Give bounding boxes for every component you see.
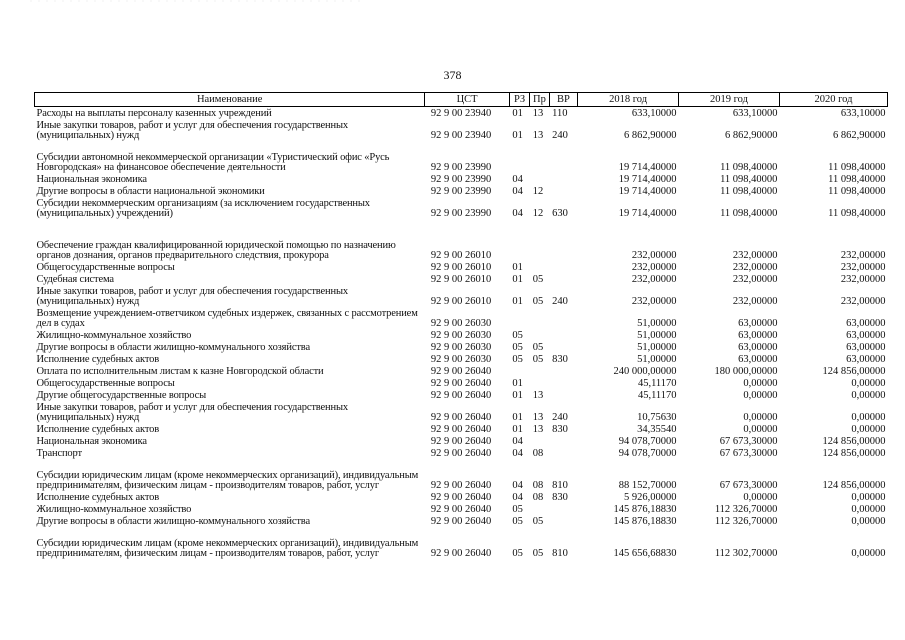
table-header (35, 93, 888, 107)
row-2018: 19 714,40000 (618, 186, 677, 197)
row-cst: 92 9 00 26040 (430, 390, 492, 401)
row-name: Другие вопросы в области жилищно-коммунального хозяйства (36, 342, 310, 353)
row-pr (530, 261, 549, 273)
row-2018: 232,00000 (631, 250, 677, 261)
row-name: Национальная экономика (36, 174, 147, 185)
row-pr: 05 (532, 342, 544, 353)
row-2019: 63,00000 (738, 342, 778, 353)
row-2020: 124 856,00000 (822, 366, 886, 377)
row-name: Расходы на выплаты персоналу казенных учреждений (36, 108, 272, 119)
header-vr: ВР (549, 93, 578, 107)
row-2020: 124 856,00000 (822, 436, 886, 447)
row-pr: 13 (532, 424, 544, 435)
row-2020: 11 098,40000 (828, 162, 886, 173)
row-2020: 0,00000 (851, 492, 886, 503)
row-rz: 04 (512, 186, 523, 197)
row-name: Национальная экономика (36, 436, 147, 447)
row-name: Оплата по исполнительным листам к казне Новгородской области (36, 366, 324, 377)
row-2018: 45,11170 (637, 378, 677, 389)
table-row (35, 377, 888, 389)
row-2018: 34,35540 (637, 424, 677, 435)
row-vr (549, 435, 578, 447)
row-2019: 232,00000 (732, 250, 778, 261)
table-row (35, 107, 888, 120)
row-cst: 92 9 00 26010 (430, 262, 492, 273)
row-rz: 05 (512, 548, 523, 559)
row-vr: 810 (552, 480, 568, 491)
row-vr (549, 377, 578, 389)
row-2020: 232,00000 (840, 296, 886, 307)
row-vr (549, 329, 578, 341)
row-pr: 05 (532, 274, 544, 285)
row-2020: 6 862,90000 (833, 130, 886, 141)
row-pr: 13 (532, 412, 544, 423)
row-2019: 11 098,40000 (720, 174, 778, 185)
row-2020: 0,00000 (851, 548, 886, 559)
row-2019: 112 302,70000 (714, 548, 778, 559)
table-row (35, 447, 888, 459)
row-name: Другие общегосударственные вопросы (36, 390, 207, 401)
row-2018: 145 876,18830 (613, 516, 677, 527)
row-2018: 145 876,18830 (613, 504, 677, 515)
row-2018: 19 714,40000 (618, 162, 677, 173)
row-2019: 0,00000 (743, 390, 778, 401)
row-rz: 01 (512, 412, 523, 423)
row-pr: 08 (532, 448, 544, 459)
row-vr: 630 (552, 208, 568, 219)
row-cst: 92 9 00 23990 (430, 174, 492, 185)
row-2020: 0,00000 (851, 412, 886, 423)
row-cst: 92 9 00 26040 (430, 504, 492, 515)
row-pr (530, 365, 549, 377)
table-row (35, 491, 888, 503)
row-pr: 13 (532, 108, 544, 119)
row-name: Субсидии юридическим лицам (кроме некоммерческих организаций), индивидуальным предпринимателям, физическим лицам - производителям товаров, работ, услуг (36, 538, 419, 559)
row-name: Иные закупки товаров, работ и услуг для обеспечения государственных (муниципальных) нужд (36, 120, 349, 141)
row-name: Обеспечение граждан квалифицированной юридической помощью по назначению органов дознания, органов предварительного следствия, прокурора (36, 240, 396, 261)
row-vr (549, 503, 578, 515)
page-number: 378 (443, 68, 462, 82)
row-cst: 92 9 00 26010 (430, 274, 492, 285)
row-2019: 232,00000 (732, 296, 778, 307)
row-name: Другие вопросы в области жилищно-коммунального хозяйства (36, 516, 310, 527)
row-2019: 0,00000 (743, 424, 778, 435)
table-row (35, 503, 888, 515)
row-rz: 01 (512, 274, 523, 285)
table-row (35, 435, 888, 447)
row-2019: 67 673,30000 (719, 448, 778, 459)
row-cst: 92 9 00 26010 (430, 250, 492, 261)
row-pr (530, 141, 549, 173)
row-cst: 92 9 00 26030 (430, 330, 492, 341)
table-row (35, 329, 888, 341)
header-2018: 2018 год (578, 93, 679, 107)
row-name: Жилищно-коммунальное хозяйство (36, 330, 192, 341)
row-2019: 633,10000 (732, 108, 778, 119)
table-row (35, 197, 888, 219)
table-row (35, 515, 888, 527)
row-rz: 04 (512, 174, 523, 185)
row-cst: 92 9 00 26040 (430, 480, 492, 491)
row-2019: 11 098,40000 (720, 186, 778, 197)
row-rz (509, 365, 529, 377)
row-cst: 92 9 00 26010 (430, 296, 492, 307)
table-row (35, 459, 888, 491)
row-pr (530, 503, 549, 515)
row-2019: 67 673,30000 (719, 436, 778, 447)
row-pr (530, 329, 549, 341)
row-2020: 0,00000 (851, 390, 886, 401)
header-2019: 2019 год (679, 93, 780, 107)
row-2018: 10,75630 (637, 412, 677, 423)
row-name: Судебная система (36, 274, 114, 285)
row-2018: 232,00000 (631, 274, 677, 285)
row-pr: 05 (532, 516, 544, 527)
row-vr: 240 (552, 412, 568, 423)
row-vr: 830 (552, 424, 568, 435)
row-name: Субсидии некоммерческим организациям (за исключением государственных (муниципальных) учреждений) (36, 198, 370, 219)
row-2018: 51,00000 (637, 342, 677, 353)
row-2020: 232,00000 (840, 262, 886, 273)
row-pr: 13 (532, 390, 544, 401)
row-rz: 05 (512, 330, 523, 341)
row-name: Другие вопросы в области национальной экономики (36, 186, 265, 197)
row-2019: 112 326,70000 (714, 504, 778, 515)
table-row (35, 401, 888, 423)
row-pr: 12 (532, 208, 544, 219)
row-pr (530, 173, 549, 185)
header-2020: 2020 год (779, 93, 887, 107)
row-cst: 92 9 00 23940 (430, 108, 492, 119)
row-2020: 63,00000 (846, 318, 886, 329)
row-2020: 11 098,40000 (828, 186, 886, 197)
row-vr (549, 219, 578, 261)
row-name: Общегосударственные вопросы (36, 262, 175, 273)
table-row (35, 273, 888, 285)
row-vr: 240 (552, 296, 568, 307)
row-vr (549, 307, 578, 329)
row-cst: 92 9 00 26040 (430, 516, 492, 527)
header-pr: Пр (530, 93, 549, 107)
row-rz: 04 (512, 208, 523, 219)
row-2018: 51,00000 (637, 330, 677, 341)
row-pr: 08 (532, 480, 544, 491)
row-pr: 05 (532, 354, 544, 365)
row-2019: 0,00000 (743, 412, 778, 423)
row-vr: 830 (552, 354, 568, 365)
header-rz: РЗ (509, 93, 529, 107)
row-2020: 124 856,00000 (822, 448, 886, 459)
row-2018: 232,00000 (631, 296, 677, 307)
scan-artifact (30, 0, 360, 4)
row-cst: 92 9 00 23990 (430, 208, 492, 219)
row-2020: 0,00000 (851, 504, 886, 515)
row-rz: 01 (512, 424, 523, 435)
row-name: Исполнение судебных актов (36, 354, 160, 365)
row-name: Возмещение учреждением-ответчиком судебных издержек, связанных с рассмотрением дел в судах (36, 308, 418, 329)
table-row (35, 185, 888, 197)
row-2020: 11 098,40000 (828, 174, 886, 185)
row-name: Жилищно-коммунальное хозяйство (36, 504, 192, 515)
row-cst: 92 9 00 23940 (430, 130, 492, 141)
row-2020: 124 856,00000 (822, 480, 886, 491)
table-row (35, 353, 888, 365)
row-2020: 232,00000 (840, 274, 886, 285)
row-rz (509, 307, 529, 329)
row-rz: 01 (512, 378, 523, 389)
row-2019: 11 098,40000 (720, 162, 778, 173)
row-rz: 01 (512, 262, 523, 273)
table-row (35, 527, 888, 559)
row-2020: 232,00000 (840, 250, 886, 261)
row-2019: 6 862,90000 (724, 130, 778, 141)
row-pr: 12 (532, 186, 544, 197)
row-cst: 92 9 00 26040 (430, 366, 492, 377)
table-row (35, 285, 888, 307)
row-2018: 19 714,40000 (618, 208, 677, 219)
row-2019: 180 000,00000 (714, 366, 778, 377)
table-row (35, 219, 888, 261)
row-2018: 51,00000 (637, 354, 677, 365)
row-pr (530, 435, 549, 447)
row-2018: 232,00000 (631, 262, 677, 273)
row-vr: 110 (552, 108, 568, 119)
row-cst: 92 9 00 23990 (430, 162, 492, 173)
table-row (35, 173, 888, 185)
row-vr (549, 273, 578, 285)
row-2018: 6 862,90000 (624, 130, 677, 141)
row-vr: 830 (552, 492, 568, 503)
row-vr (549, 185, 578, 197)
row-2018: 633,10000 (631, 108, 677, 119)
table-row (35, 389, 888, 401)
row-2019: 63,00000 (738, 354, 778, 365)
row-vr (549, 389, 578, 401)
row-vr (549, 341, 578, 353)
row-rz: 01 (512, 296, 523, 307)
row-2020: 63,00000 (846, 342, 886, 353)
row-cst: 92 9 00 26030 (430, 342, 492, 353)
table-row (35, 341, 888, 353)
row-name: Субсидии автономной некоммерческой организации «Туристический офис «Русь Новгородская» на финансовое обеспечение деятельности (36, 152, 390, 173)
row-2018: 88 152,70000 (618, 480, 677, 491)
row-2018: 94 078,70000 (618, 448, 677, 459)
row-cst: 92 9 00 26040 (430, 378, 492, 389)
row-cst: 92 9 00 26040 (430, 436, 492, 447)
row-2019: 11 098,40000 (720, 208, 778, 219)
row-rz: 04 (512, 480, 523, 491)
table-row (35, 119, 888, 141)
header-cst: ЦСТ (425, 93, 510, 107)
row-vr: 240 (552, 130, 568, 141)
row-vr (549, 447, 578, 459)
row-vr (549, 173, 578, 185)
row-vr (549, 365, 578, 377)
row-cst: 92 9 00 26040 (430, 548, 492, 559)
table-body (35, 107, 888, 560)
row-rz: 04 (512, 492, 523, 503)
row-2020: 0,00000 (851, 378, 886, 389)
row-pr: 13 (532, 130, 544, 141)
row-vr (549, 261, 578, 273)
row-2018: 145 656,68830 (613, 548, 677, 559)
row-cst: 92 9 00 26030 (430, 318, 492, 329)
table-row (35, 365, 888, 377)
row-name: Иные закупки товаров, работ и услуг для обеспечения государственных (муниципальных) нужд (36, 286, 349, 307)
table-row (35, 307, 888, 329)
row-rz: 04 (512, 436, 523, 447)
row-cst: 92 9 00 26030 (430, 354, 492, 365)
row-rz: 05 (512, 342, 523, 353)
row-2020: 63,00000 (846, 330, 886, 341)
row-name: Исполнение судебных актов (36, 492, 160, 503)
row-name: Общегосударственные вопросы (36, 378, 175, 389)
row-rz: 01 (512, 390, 523, 401)
row-rz (509, 219, 529, 261)
row-cst: 92 9 00 26040 (430, 412, 492, 423)
row-2019: 63,00000 (738, 330, 778, 341)
budget-table (34, 92, 888, 559)
row-rz: 01 (512, 130, 523, 141)
row-cst: 92 9 00 26040 (430, 424, 492, 435)
row-2019: 63,00000 (738, 318, 778, 329)
row-2018: 94 078,70000 (618, 436, 677, 447)
row-2018: 240 000,00000 (613, 366, 677, 377)
row-2020: 11 098,40000 (828, 208, 886, 219)
row-cst: 92 9 00 23990 (430, 186, 492, 197)
row-name: Исполнение судебных актов (36, 424, 160, 435)
row-pr (530, 219, 549, 261)
row-rz: 05 (512, 504, 523, 515)
row-2019: 0,00000 (743, 492, 778, 503)
row-vr (549, 515, 578, 527)
row-cst: 92 9 00 26040 (430, 448, 492, 459)
row-2018: 5 926,00000 (624, 492, 677, 503)
row-2019: 112 326,70000 (714, 516, 778, 527)
row-2020: 0,00000 (851, 516, 886, 527)
row-name: Субсидии юридическим лицам (кроме некоммерческих организаций), индивидуальным предпринимателям, физическим лицам - производителям товаров, работ, услуг (36, 470, 419, 491)
row-rz (509, 141, 529, 173)
row-2018: 51,00000 (637, 318, 677, 329)
header-name: Наименование (35, 93, 425, 107)
row-2018: 45,11170 (637, 390, 677, 401)
row-pr (530, 307, 549, 329)
row-2020: 0,00000 (851, 424, 886, 435)
row-pr: 05 (532, 296, 544, 307)
table-row (35, 141, 888, 173)
row-name: Иные закупки товаров, работ и услуг для обеспечения государственных (муниципальных) нужд (36, 402, 349, 423)
row-rz: 01 (512, 108, 523, 119)
row-pr: 08 (532, 492, 544, 503)
row-2018: 19 714,40000 (618, 174, 677, 185)
row-pr: 05 (532, 548, 544, 559)
row-name: Транспорт (36, 448, 82, 459)
row-2019: 67 673,30000 (719, 480, 778, 491)
row-2020: 633,10000 (840, 108, 886, 119)
row-2019: 0,00000 (743, 378, 778, 389)
row-pr (530, 377, 549, 389)
row-rz: 04 (512, 448, 523, 459)
table-row (35, 261, 888, 273)
row-vr: 810 (552, 548, 568, 559)
row-2020: 63,00000 (846, 354, 886, 365)
row-2019: 232,00000 (732, 274, 778, 285)
row-rz: 05 (512, 354, 523, 365)
table-row (35, 423, 888, 435)
row-rz: 05 (512, 516, 523, 527)
row-2019: 232,00000 (732, 262, 778, 273)
row-vr (549, 141, 578, 173)
row-cst: 92 9 00 26040 (430, 492, 492, 503)
